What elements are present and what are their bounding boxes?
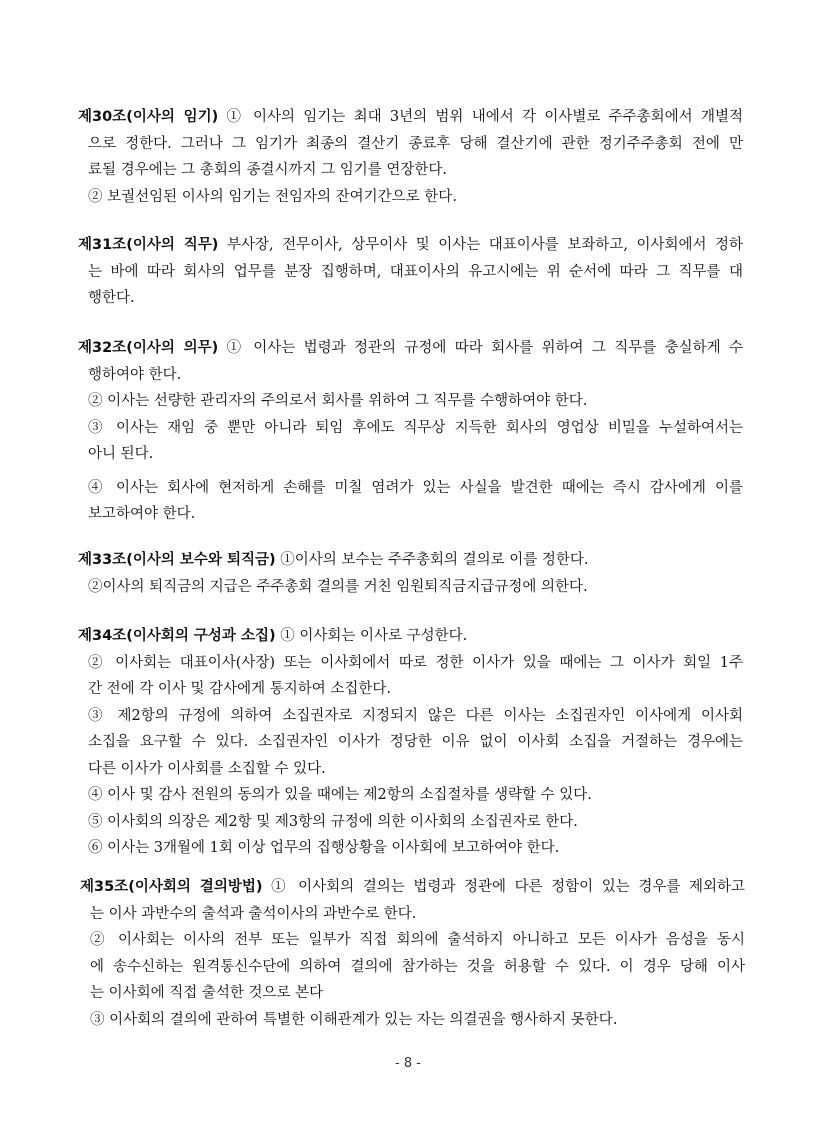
article-first-line (78, 232, 743, 259)
article-line: 에 송수신하는 원격통신수단에 의하여 결의에 참가하는 것을 허용할 수 있다. 이 경우 당해 이사 (90, 958, 745, 975)
article-heading: 제30조(이사의 임기) (78, 109, 219, 125)
article-text: ①이사의 보수는 주주총회의 결의로 이를 정한다. (275, 552, 589, 568)
article-30 (78, 104, 743, 210)
article-line: 는 이사회에 직접 출석한 것으로 본다 (90, 985, 324, 1001)
article-heading: 제31조(이사의 직무) (78, 237, 219, 253)
article-text: ① 이사는 법령과 정관의 규정에 따라 회사를 위하여 그 직무를 충실하게 수 (218, 340, 743, 356)
article-first-line (78, 335, 743, 362)
article-33 (78, 547, 743, 600)
article-first-line (80, 874, 745, 901)
article-line: 간 전에 각 이사 및 감사에게 통지하여 소집한다. (88, 681, 392, 697)
article-line: ② 보궐선임된 이사의 임기는 전임자의 잔여기간으로 한다. (88, 188, 457, 205)
article-first-line (78, 547, 743, 574)
article-32 (78, 335, 743, 528)
article-line: ② 이사는 선량한 관리자의 주의로서 회사를 위하여 그 직무를 수행하여야 한다. (88, 393, 588, 409)
article-line: 는 이사 과반수의 출석과 출석이사의 과반수로 한다. (90, 905, 417, 922)
article-text: ① 이사회는 이사로 구성한다. (275, 628, 468, 644)
article-line: 행하여야 한다. (88, 366, 182, 383)
article-34 (78, 623, 743, 862)
article-line: 으로 정한다. 그러나 그 임기가 최종의 결산기 종료후 당해 결산기에 관한 정기주주총회 전에 만 (88, 135, 743, 152)
article-text: ① 이사의 임기는 최대 3년의 범위 내에서 각 이사별로 주주총회에서 개별적 (218, 109, 743, 125)
article-line: 료될 경우에는 그 총회의 종결시까지 그 임기를 연장한다. (88, 162, 448, 178)
article-line: ④ 이사 및 감사 전원의 동의가 있을 때에는 제2항의 소집절차를 생략할 수 있다. (88, 787, 592, 803)
article-line: ④ 이사는 회사에 현저하게 손해를 미칠 염려가 있는 사실을 발견한 때에는 즉시 감사에게 이를 (88, 479, 743, 496)
article-text: ① 이사회의 결의는 법령과 정관에 다른 정함이 있는 경우를 제외하고 (262, 879, 745, 895)
article-heading: 제35조(이사회의 결의방법) (80, 879, 263, 895)
article-line: 아니 된다. (88, 446, 154, 462)
article-first-line (78, 104, 743, 131)
article-line: 는 바에 따라 회사의 업무를 분장 집행하며, 대표이사의 유고시에는 위 순서에 따라 그 직무를 대 (88, 263, 743, 280)
page-number: - 8 - (395, 1056, 421, 1071)
article-line: 소집을 요구할 수 있다. 소집권자인 이사가 정당한 이유 없이 이사회 소집을 거절하는 경우에는 (88, 734, 743, 750)
article-line: ⑤ 이사회의 의장은 제2항 및 제3항의 규정에 의한 이사회의 소집권자로 한다. (88, 813, 578, 830)
article-line: 행한다. (88, 290, 135, 306)
article-heading: 제32조(이사의 의무) (78, 340, 219, 356)
article-heading: 제33조(이사의 보수와 퇴직금) (78, 552, 276, 568)
article-line: 보고하여야 한다. (88, 506, 196, 522)
article-line: ⑥ 이사는 3개월에 1회 이상 업무의 집행상황을 이사회에 보고하여야 한다. (88, 840, 560, 856)
article-31 (78, 232, 743, 312)
article-line: 다른 이사가 이사회를 소집할 수 있다. (88, 760, 326, 777)
article-line: ③ 이사회의 결의에 관하여 특별한 이해관계가 있는 자는 의결권을 행사하지 못한다. (90, 1011, 618, 1028)
article-line: ② 이사회는 이사의 전부 또는 일부가 직접 회의에 출석하지 아니하고 모든 이사가 음성을 동시 (90, 932, 745, 948)
article-line: ② 이사회는 대표이사(사장) 또는 이사회에서 따로 정한 이사가 있을 때에는 그 이사가 회일 1주 (88, 654, 743, 671)
article-text: 부사장, 전무이사, 상무이사 및 이사는 대표이사를 보좌하고, 이사회에서 정하 (218, 237, 743, 253)
article-line: ②이사의 퇴직금의 지급은 주주총회 결의를 거친 임원퇴직금지급규정에 의한다. (88, 578, 588, 595)
article-line: ③ 제2항의 규정에 의하여 소집권자로 지정되지 않은 다른 이사는 소집권자인 이사에게 이사회 (88, 707, 743, 724)
article-first-line (78, 623, 743, 650)
article-heading: 제34조(이사회의 구성과 소집) (78, 628, 276, 644)
article-35 (80, 874, 745, 1033)
article-line: ③ 이사는 재임 중 뿐만 아니라 퇴임 후에도 직무상 지득한 회사의 영업상 비밀을 누설하여서는 (88, 419, 743, 436)
